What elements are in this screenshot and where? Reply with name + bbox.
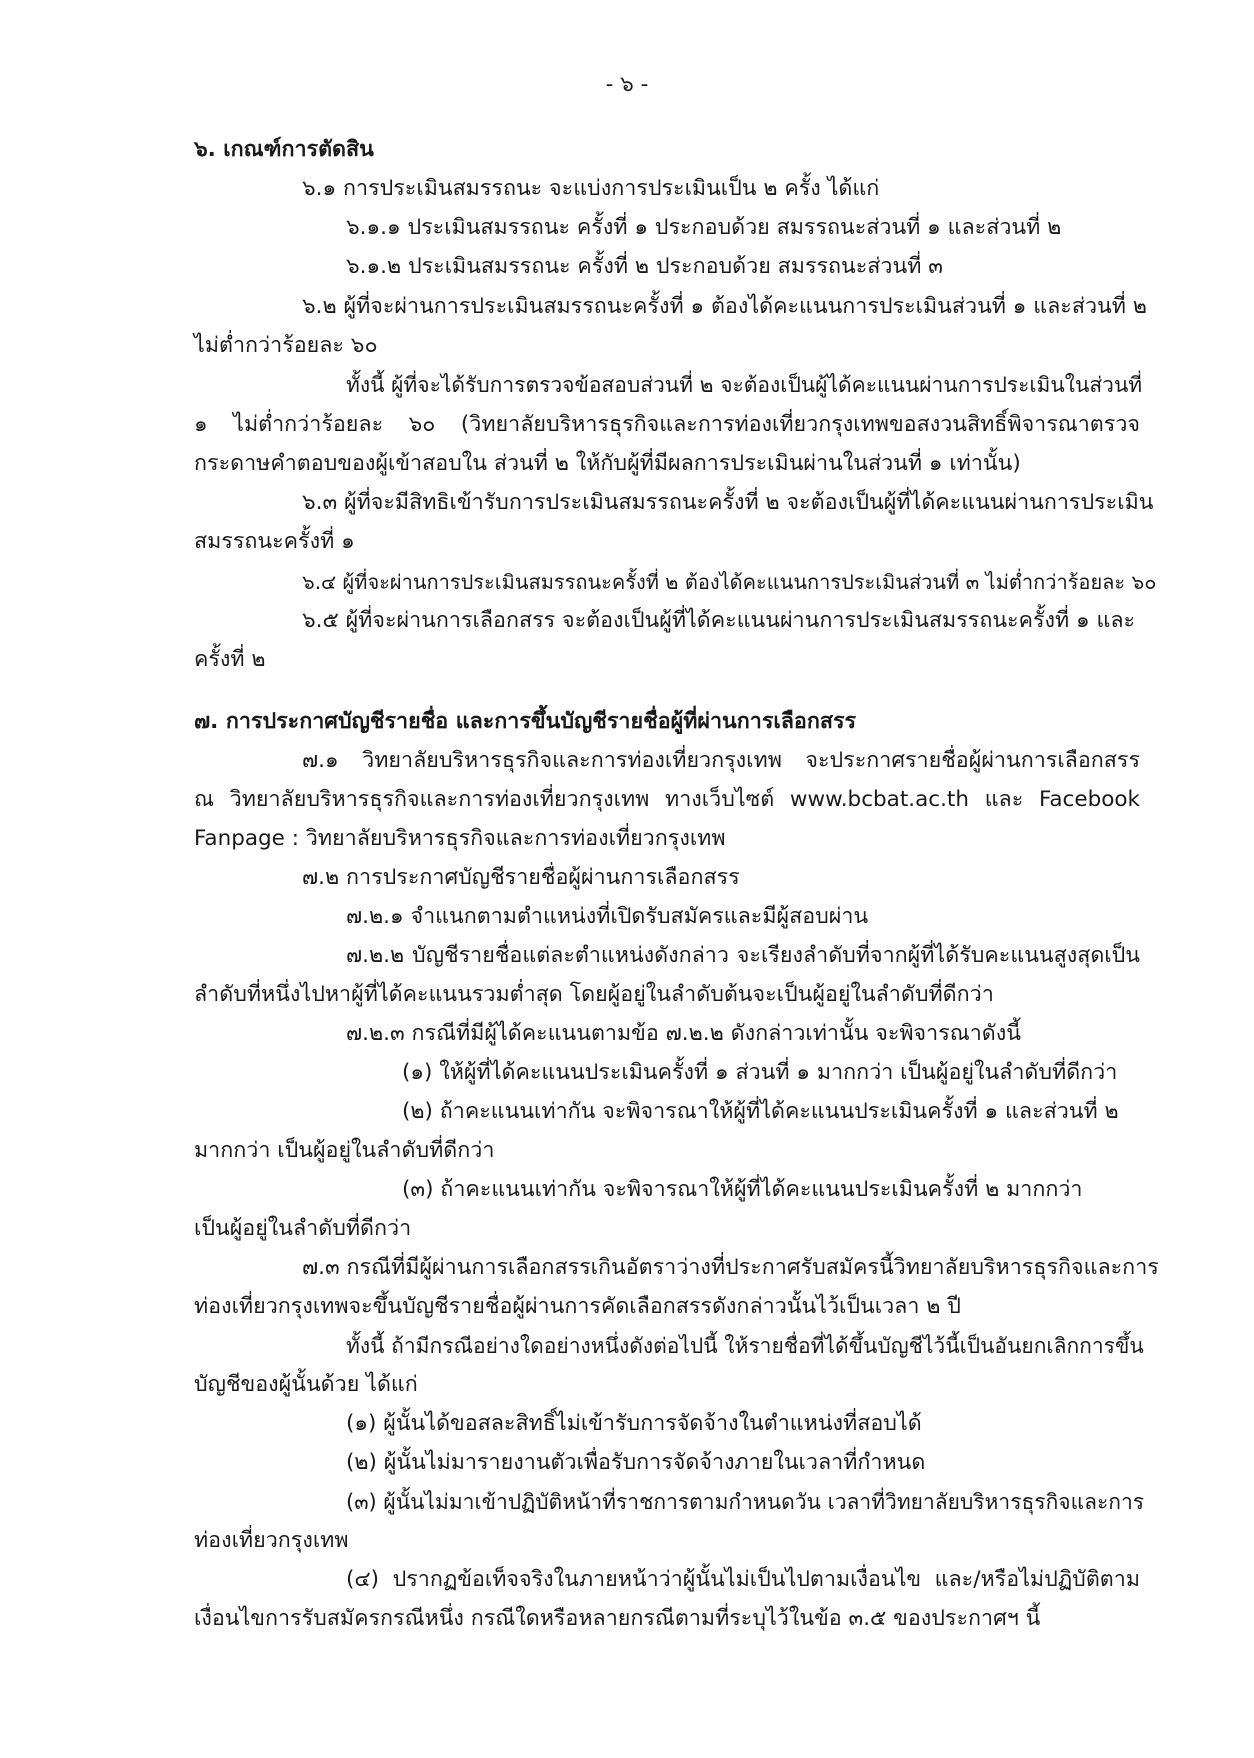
paragraph-line: (๑) ให้ผู้ที่ได้คะแนนประเมินครั้งที่ ๑ ส่วนที่ ๑ มากกว่า เป็นผู้อยู่ในลำดับที่ดีกว่า	[402, 1060, 1118, 1085]
paragraph-line: บัญชีของผู้นั้นด้วย ได้แก่	[194, 1372, 418, 1397]
paragraph-line: ๖.๑.๒ ประเมินสมรรถนะ ครั้งที่ ๒ ประกอบด้วย สมรรถนะส่วนที่ ๓	[346, 254, 943, 279]
paragraph-line: ๑ ไม่ต่ำกว่าร้อยละ ๖๐ (วิทยาลัยบริหารธุรกิจและการท่องเที่ยวกรุงเทพขอสงวนสิทธิ์พิจารณาตรวจ	[194, 412, 1140, 437]
paragraph-line: (๒) ถ้าคะแนนเท่ากัน จะพิจารณาให้ผู้ที่ได้คะแนนประเมินครั้งที่ ๑ และส่วนที่ ๒	[402, 1099, 1119, 1124]
paragraph-line: ๗.๒.๒ บัญชีรายชื่อแต่ละตำแหน่งดังกล่าว จะเรียงลำดับที่จากผู้ที่ได้รับคะแนนสูงสุดเป็น	[346, 943, 1140, 968]
paragraph-line: ๗.๒.๓ กรณีที่มีผู้ได้คะแนนตามข้อ ๗.๒.๒ ดังกล่าวเท่านั้น จะพิจารณาดังนี้	[346, 1021, 1021, 1046]
paragraph-line: ๗.๒ การประกาศบัญชีรายชื่อผู้ผ่านการเลือกสรร	[302, 865, 740, 890]
paragraph-line: ท่องเที่ยวกรุงเทพจะขึ้นบัญชีรายชื่อผู้ผ่านการคัดเลือกสรรดังกล่าวนั้นไว้เป็นเวลา ๒ ปี	[194, 1294, 961, 1319]
paragraph-line: ๖.๑.๑ ประเมินสมรรถนะ ครั้งที่ ๑ ประกอบด้วย สมรรถนะส่วนที่ ๑ และส่วนที่ ๒	[346, 215, 1062, 240]
paragraph-line: (๒) ผู้นั้นไม่มารายงานตัวเพื่อรับการจัดจ้างภายในเวลาที่กำหนด	[346, 1450, 926, 1475]
paragraph-line: ๗.๑ วิทยาลัยบริหารธุรกิจและการท่องเที่ยวกรุงเทพ จะประกาศรายชื่อผู้ผ่านการเลือกสรร	[302, 748, 1140, 773]
paragraph-line: (๓) ถ้าคะแนนเท่ากัน จะพิจารณาให้ผู้ที่ได้คะแนนประเมินครั้งที่ ๒ มากกว่า	[402, 1177, 1083, 1202]
paragraph-line: ท่องเที่ยวกรุงเทพ	[194, 1528, 349, 1553]
paragraph-line: เป็นผู้อยู่ในลำดับที่ดีกว่า	[194, 1216, 412, 1241]
paragraph-line: ๖.๔ ผู้ที่จะผ่านการประเมินสมรรถนะครั้งที่ ๒ ต้องได้คะแนนการประเมินส่วนที่ ๓ ไม่ต่ำกว่าร้อยละ ๖๐	[302, 570, 1157, 594]
paragraph-line: ณ วิทยาลัยบริหารธุรกิจและการท่องเที่ยวกรุงเทพ ทางเว็บไซต์ www.bcbat.ac.th และ Facebook	[194, 787, 1140, 812]
paragraph-line: ไม่ต่ำกว่าร้อยละ ๖๐	[194, 333, 378, 358]
page-number: - ๖ -	[605, 72, 649, 97]
section-6-heading: ๖. เกณฑ์การตัดสิน	[194, 137, 374, 162]
paragraph-line: Fanpage : วิทยาลัยบริหารธุรกิจและการท่องเที่ยวกรุงเทพ	[194, 826, 726, 851]
paragraph-line: สมรรถนะครั้งที่ ๑	[194, 529, 355, 554]
paragraph-line: ทั้งนี้ ผู้ที่จะได้รับการตรวจข้อสอบส่วนที่ ๒ จะต้องเป็นผู้ได้คะแนนผ่านการประเมินในส่วนที่	[346, 373, 1143, 397]
paragraph-line: เงื่อนไขการรับสมัครกรณีหนึ่ง กรณีใดหรือหลายกรณีตามที่ระบุไว้ในข้อ ๓.๕ ของประกาศฯ นี้	[194, 1606, 1041, 1631]
paragraph-line: (๑) ผู้นั้นได้ขอสละสิทธิ์ไม่เข้ารับการจัดจ้างในตำแหน่งที่สอบได้	[346, 1411, 922, 1436]
paragraph-line: ๖.๓ ผู้ที่จะมีสิทธิเข้ารับการประเมินสมรรถนะครั้งที่ ๒ จะต้องเป็นผู้ที่ได้คะแนนผ่านการประเมิน	[302, 490, 1154, 515]
paragraph-line: ลำดับที่หนึ่งไปหาผู้ที่ได้คะแนนรวมต่ำสุด โดยผู้อยู่ในลำดับต้นจะเป็นผู้อยู่ในลำดับที่ดีกว่า	[194, 982, 994, 1007]
paragraph-line: ๗.๒.๑ จำแนกตามตำแหน่งที่เปิดรับสมัครและมีผู้สอบผ่าน	[346, 904, 869, 929]
paragraph-line: (๔) ปรากฏข้อเท็จจริงในภายหน้าว่าผู้นั้นไม่เป็นไปตามเงื่อนไข และ/หรือไม่ปฏิบัติตาม	[346, 1567, 1140, 1592]
paragraph-line: กระดาษคำตอบของผู้เข้าสอบใน ส่วนที่ ๒ ให้กับผู้ที่มีผลการประเมินผ่านในส่วนที่ ๑ เท่านั้น)	[194, 451, 1021, 476]
paragraph-line: ทั้งนี้ ถ้ามีกรณีอย่างใดอย่างหนึ่งดังต่อไปนี้ ให้รายชื่อที่ได้ขึ้นบัญชีไว้นี้เป็นอันยกเลิกการขึ้น	[346, 1334, 1144, 1358]
paragraph-line: (๓) ผู้นั้นไม่มาเข้าปฏิบัติหน้าที่ราชการตามกำหนดวัน เวลาที่วิทยาลัยบริหารธุรกิจและการ	[346, 1490, 1145, 1514]
paragraph-line: ๖.๑ การประเมินสมรรถนะ จะแบ่งการประเมินเป็น ๒ ครั้ง ได้แก่	[302, 176, 880, 201]
paragraph-line: ๖.๒ ผู้ที่จะผ่านการประเมินสมรรถนะครั้งที่ ๑ ต้องได้คะแนนการประเมินส่วนที่ ๑ และส่วนที่ ๒	[302, 294, 1147, 319]
paragraph-line: ๖.๕ ผู้ที่จะผ่านการเลือกสรร จะต้องเป็นผู้ที่ได้คะแนนผ่านการประเมินสมรรถนะครั้งที่ ๑ และ	[302, 608, 1136, 633]
paragraph-line: ๗.๓ กรณีที่มีผู้ผ่านการเลือกสรรเกินอัตราว่างที่ประกาศรับสมัครนี้วิทยาลัยบริหารธุรกิจและการ	[302, 1255, 1159, 1280]
paragraph-line: ครั้งที่ ๒	[194, 647, 266, 672]
section-7-heading: ๗. การประกาศบัญชีรายชื่อ และการขึ้นบัญชีรายชื่อผู้ที่ผ่านการเลือกสรร	[194, 709, 857, 734]
paragraph-line: มากกว่า เป็นผู้อยู่ในลำดับที่ดีกว่า	[194, 1138, 495, 1163]
